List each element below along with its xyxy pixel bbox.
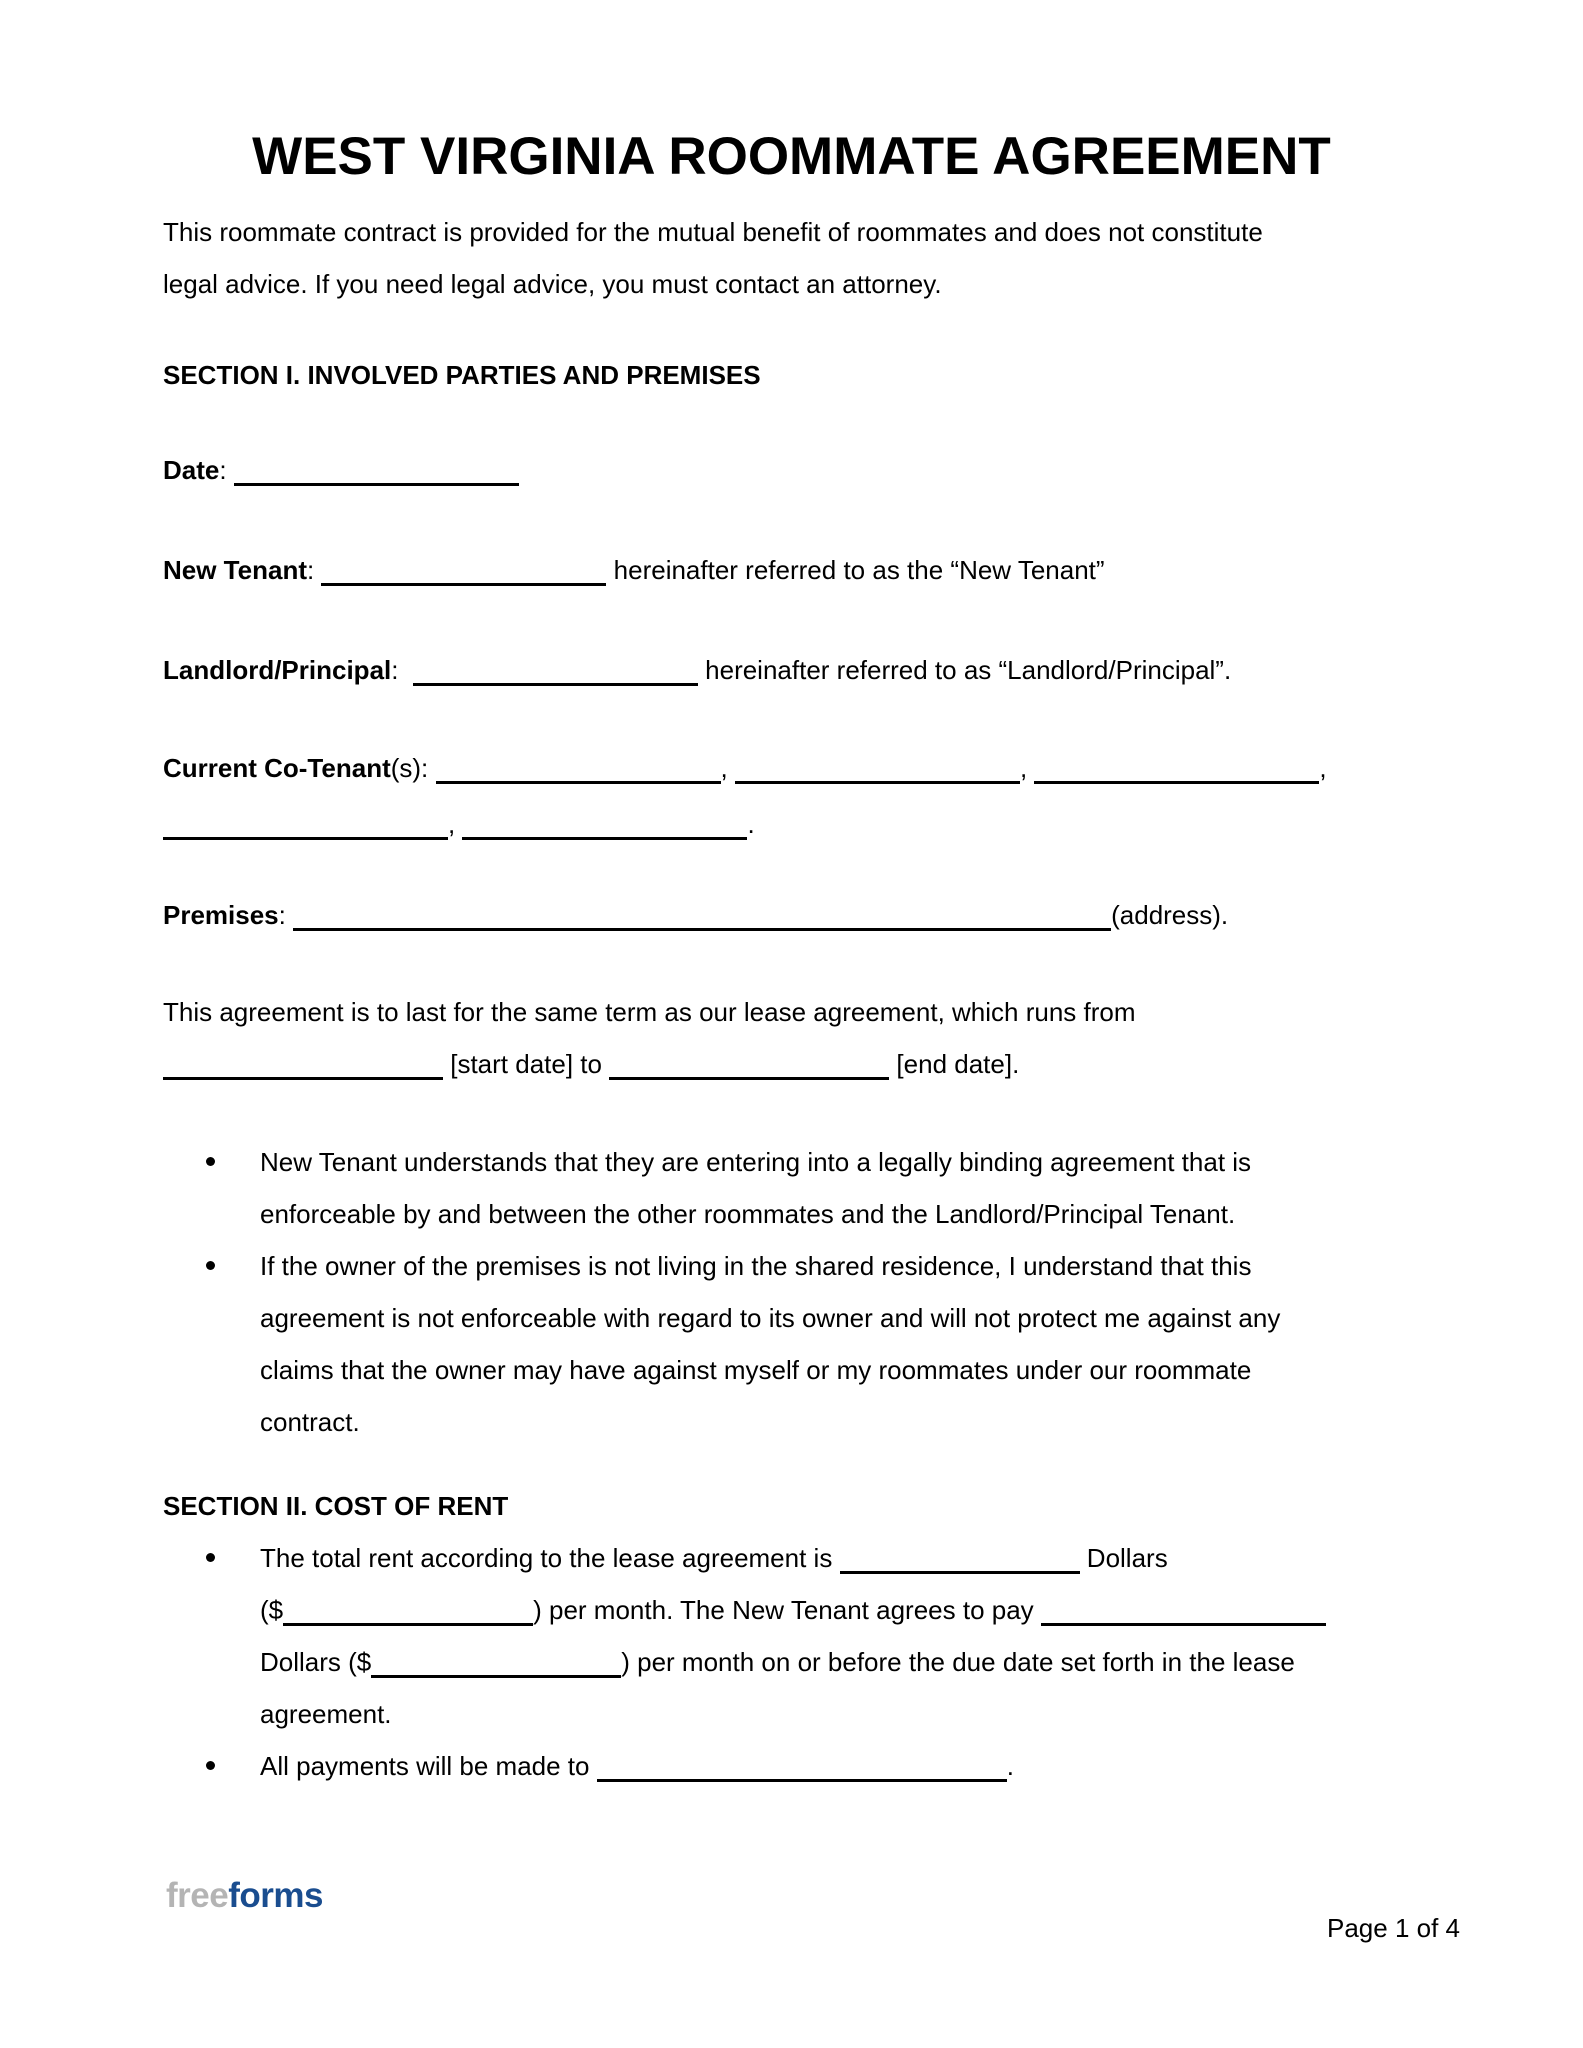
text-run: (s): bbox=[390, 753, 436, 783]
text-run: Dollars bbox=[1079, 1543, 1168, 1573]
text-run: , bbox=[720, 753, 735, 783]
text-run: This agreement is to last for the same term as our lease agreement, which runs from bbox=[163, 997, 1136, 1027]
landlord-field-line bbox=[163, 644, 1231, 696]
intro-paragraph bbox=[163, 206, 1263, 310]
blank-line bbox=[413, 653, 698, 686]
list-item bbox=[163, 1240, 1280, 1448]
text-run: . bbox=[747, 809, 755, 839]
text-line bbox=[260, 1688, 1326, 1740]
blank-line bbox=[163, 807, 448, 840]
text-line bbox=[260, 1344, 1280, 1396]
blank-line bbox=[597, 1749, 1007, 1782]
text-run: : bbox=[306, 555, 322, 585]
text-run: New Tenant understands that they are entering into a legally binding agreement that is bbox=[260, 1147, 1252, 1177]
text-run: ) per month. The New Tenant agrees to pay bbox=[533, 1595, 1041, 1625]
text-run-bold: Premises bbox=[163, 900, 279, 930]
document-title: WEST VIRGINIA ROOMMATE AGREEMENT bbox=[252, 127, 1331, 186]
text-line bbox=[163, 206, 1263, 258]
blank-line bbox=[462, 807, 747, 840]
text-run: Dollars ($ bbox=[260, 1647, 372, 1677]
blank-line bbox=[609, 1047, 889, 1080]
blank-line bbox=[234, 453, 519, 486]
logo-free-text: free bbox=[166, 1876, 229, 1915]
text-run: : bbox=[219, 455, 234, 485]
text-run-bold: New Tenant bbox=[163, 555, 307, 585]
text-line bbox=[163, 986, 1136, 1038]
blank-line bbox=[163, 1047, 443, 1080]
text-run: hereinafter referred to as the “New Tenant” bbox=[606, 555, 1105, 585]
list-item bbox=[163, 1136, 1280, 1240]
text-run: ($ bbox=[260, 1595, 284, 1625]
text-run-bold: Current Co-Tenant bbox=[163, 753, 391, 783]
text-run-bold: Landlord/Principal bbox=[163, 655, 392, 685]
text-line bbox=[260, 1136, 1280, 1188]
section1-heading: SECTION I. INVOLVED PARTIES AND PREMISES bbox=[163, 360, 761, 390]
text-run: . bbox=[1006, 1751, 1014, 1781]
text-run: , bbox=[448, 809, 463, 839]
blank-line bbox=[735, 751, 1020, 784]
text-run: ) per month on or before the due date set forth in the lease bbox=[621, 1647, 1295, 1677]
blank-line bbox=[371, 1645, 621, 1678]
text-run-bold: Date bbox=[163, 455, 220, 485]
text-line bbox=[260, 1740, 1326, 1792]
text-run: This roommate contract is provided for the mutual benefit of roommates and does not constitute bbox=[163, 217, 1263, 247]
text-run: : bbox=[391, 655, 413, 685]
blank-line bbox=[321, 553, 606, 586]
text-run: [end date]. bbox=[889, 1049, 1020, 1079]
text-run: (address). bbox=[1111, 900, 1229, 930]
text-line bbox=[260, 1396, 1280, 1448]
section1-bullet-list bbox=[163, 1136, 1280, 1448]
freeforms-logo bbox=[166, 1876, 323, 1916]
text-line bbox=[163, 644, 1231, 696]
text-run: The total rent according to the lease agreement is bbox=[260, 1543, 840, 1573]
page-number: Page 1 of 4 bbox=[1327, 1913, 1460, 1943]
text-line bbox=[163, 740, 1327, 796]
blank-line bbox=[293, 898, 1111, 931]
text-run: , bbox=[1319, 753, 1327, 783]
text-run: [start date] to bbox=[443, 1049, 610, 1079]
blank-line bbox=[283, 1593, 533, 1626]
text-run: enforceable by and between the other roommates and the Landlord/Principal Tenant. bbox=[260, 1199, 1236, 1229]
text-line bbox=[163, 889, 1228, 941]
text-line bbox=[260, 1292, 1280, 1344]
blank-line bbox=[840, 1541, 1080, 1574]
blank-line bbox=[436, 751, 721, 784]
cotenants-field-line bbox=[163, 740, 1327, 852]
text-line bbox=[260, 1532, 1326, 1584]
blank-line bbox=[1034, 751, 1319, 784]
section2-heading: SECTION II. COST OF RENT bbox=[163, 1491, 509, 1521]
text-run: , bbox=[1019, 753, 1035, 783]
text-run: If the owner of the premises is not living in the shared residence, I understand that this bbox=[260, 1251, 1252, 1281]
text-line bbox=[163, 544, 1105, 596]
text-line bbox=[260, 1240, 1280, 1292]
text-line bbox=[260, 1584, 1326, 1636]
text-line bbox=[163, 1038, 1136, 1090]
lease-term-paragraph bbox=[163, 986, 1136, 1090]
logo-forms-text: forms bbox=[228, 1876, 323, 1915]
section2-bullet-list bbox=[163, 1532, 1326, 1792]
text-line bbox=[163, 444, 519, 496]
text-line bbox=[163, 258, 1263, 310]
text-run: hereinafter referred to as “Landlord/Principal”. bbox=[697, 655, 1232, 685]
text-run: agreement is not enforceable with regard to its owner and will not protect me against any bbox=[260, 1303, 1281, 1333]
new-tenant-field-line bbox=[163, 544, 1105, 596]
text-line bbox=[260, 1188, 1280, 1240]
blank-line bbox=[1041, 1593, 1326, 1626]
text-run: All payments will be made to bbox=[260, 1751, 597, 1781]
date-field-line bbox=[163, 444, 519, 496]
list-item bbox=[163, 1740, 1326, 1792]
premises-field-line bbox=[163, 889, 1228, 941]
text-run: agreement. bbox=[260, 1699, 392, 1729]
text-run: claims that the owner may have against myself or my roommates under our roommate bbox=[260, 1355, 1252, 1385]
text-line bbox=[163, 796, 1327, 852]
text-run: legal advice. If you need legal advice, you must contact an attorney. bbox=[163, 269, 942, 299]
text-run: : bbox=[278, 900, 294, 930]
text-run: contract. bbox=[260, 1407, 360, 1437]
list-item bbox=[163, 1532, 1326, 1740]
text-line bbox=[260, 1636, 1326, 1688]
